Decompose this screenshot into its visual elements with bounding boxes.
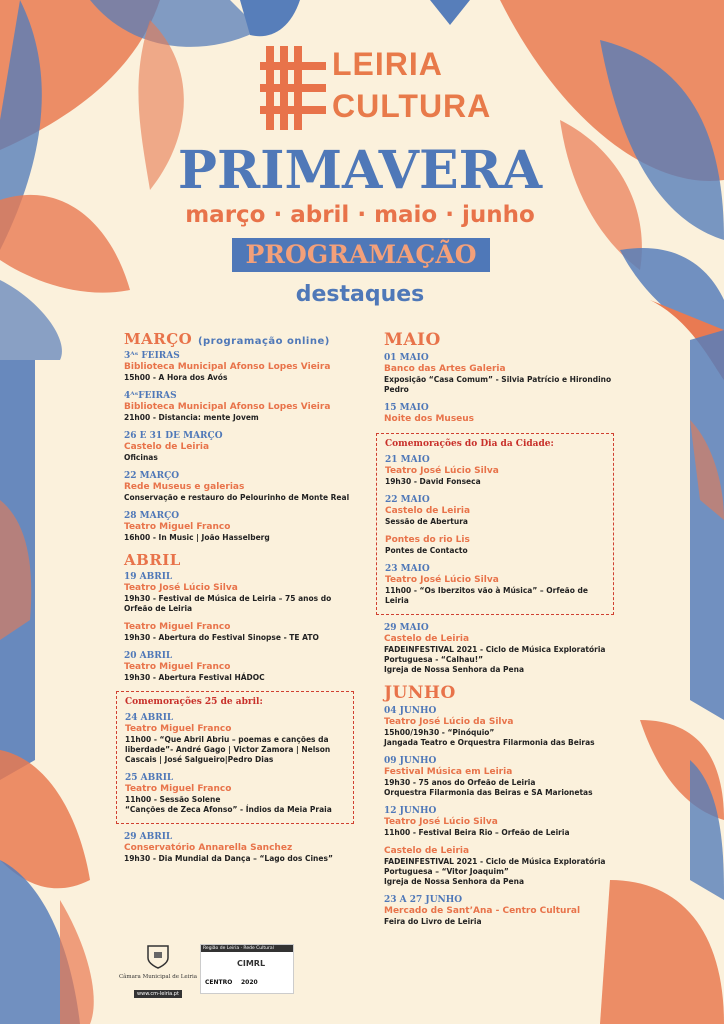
event-venue: Teatro Miguel Franco — [125, 724, 232, 734]
event-description: Feira do Livro de Leiria — [384, 917, 482, 926]
coat-of-arms-icon — [144, 944, 172, 970]
portugal-2020-logo: 2020 — [241, 979, 258, 986]
municipio-label: Câmara Municipal de Leiria — [118, 974, 198, 980]
event-date: 12 JUNHO — [384, 806, 437, 816]
event-description: 19h30 - Abertura do Festival Sinopse - TE ATO — [124, 633, 319, 642]
months-subtitle: março · abril · maio · junho — [185, 202, 535, 228]
footer-partners — [200, 944, 294, 994]
event-date: 23 A 27 JUNHO — [384, 895, 463, 905]
event-item — [385, 455, 605, 487]
event-date: 01 MAIO — [384, 353, 429, 363]
event-item — [384, 353, 614, 395]
event-date: 28 MARÇO — [124, 511, 180, 521]
event-item — [384, 756, 614, 798]
event-item — [124, 832, 354, 864]
event-venue: Rede Museus e galerias — [124, 482, 245, 492]
event-venue: Castelo de Leiria — [384, 846, 470, 856]
event-description: 19h30 - Dia Mundial da Dança – “Lago dos Cines” — [124, 854, 333, 863]
event-date: 15 MAIO — [384, 403, 429, 413]
event-venue: Teatro José Lúcio Silva — [384, 817, 498, 827]
event-date: 29 MAIO — [384, 623, 429, 633]
event-item — [124, 351, 354, 383]
month-heading-abril: ABRIL — [124, 551, 181, 569]
event-description: 15h00 - A Hora dos Avós — [124, 373, 228, 382]
event-item — [124, 431, 354, 463]
logo-text-leiria: LEIRIA — [332, 46, 443, 82]
event-venue: Noite dos Museus — [384, 414, 475, 424]
event-description: FADEINFESTIVAL 2021 - Ciclo de Música Exploratória Portuguesa – “Vitor Joaquim” Igreja de Nossa Senhora da Pena — [384, 857, 606, 886]
month-heading-junho: JUNHO — [384, 683, 456, 703]
abril-commemorations-box — [116, 691, 354, 824]
municipio-url[interactable]: www.cm-leiria.pt — [134, 990, 182, 998]
event-description: 19h30 - David Fonseca — [385, 477, 481, 486]
event-description: 21h00 - Distancia: mente Jovem — [124, 413, 259, 422]
event-venue: Teatro José Lúcio Silva — [385, 575, 499, 585]
event-date: 20 ABRIL — [124, 651, 173, 661]
event-description: 19h30 - Festival de Música de Leiria – 75 anos do Orfeão de Leiria — [124, 594, 332, 613]
maio-commemorations-box — [376, 433, 614, 615]
event-description: 19h30 - Abertura Festival HÁDOC — [124, 673, 265, 682]
event-description: FADEINFESTIVAL 2021 - Ciclo de Música Exploratória Portuguesa - “Calhau!” Igreja de Nossa Senhora da Pena — [384, 645, 606, 674]
event-item — [384, 403, 614, 425]
event-item — [125, 713, 345, 765]
event-venue: Castelo de Leiria — [124, 442, 210, 452]
event-venue: Castelo de Leiria — [384, 634, 470, 644]
event-item — [124, 391, 354, 423]
logo-text-cultura: CULTURA — [332, 88, 492, 124]
event-date: 19 ABRIL — [124, 572, 173, 582]
event-date: 22 MAIO — [385, 495, 430, 505]
destaques-heading: destaques — [295, 282, 425, 307]
event-date: 4ᴬˢFEIRAS — [124, 391, 177, 401]
footer-municipio — [118, 944, 198, 999]
event-item — [124, 651, 354, 683]
programacao-banner: PROGRAMAÇÃO — [232, 238, 490, 272]
event-item — [125, 773, 345, 815]
event-venue: Castelo de Leiria — [385, 506, 471, 516]
event-item — [384, 706, 614, 748]
event-description: 16h00 - In Music | João Hasselberg — [124, 533, 270, 542]
event-item — [124, 572, 354, 614]
event-venue: Teatro José Lúcio da Silva — [384, 717, 514, 727]
event-date: 22 MARÇO — [124, 471, 180, 481]
event-description: Exposição “Casa Comum” - Silvia Patrício e Hirondino Pedro — [384, 375, 612, 394]
event-venue: Conservatório Annarella Sanchez — [124, 843, 293, 853]
logo-mark-icon — [258, 44, 328, 132]
event-date: 24 ABRIL — [125, 713, 174, 723]
rede-cultural-label: Região de Leiria · Rede Cultural — [201, 945, 293, 952]
event-venue: Teatro José Lúcio Silva — [124, 583, 238, 593]
left-column — [124, 330, 354, 872]
event-item — [124, 622, 354, 643]
right-column — [384, 330, 614, 935]
event-venue: Teatro Miguel Franco — [124, 622, 231, 632]
event-description: 19h30 - 75 anos do Orfeão de Leiria Orquestra Filarmonia das Beiras e SA Marionetas — [384, 778, 593, 797]
event-date: 04 JUNHO — [384, 706, 437, 716]
event-venue: Banco das Artes Galeria — [384, 364, 506, 374]
event-description: Pontes de Contacto — [385, 546, 468, 555]
event-date: 21 MAIO — [385, 455, 430, 465]
maio-box-title: Comemorações do Dia da Cidade: — [385, 439, 554, 449]
event-description: Sessão de Abertura — [385, 517, 468, 526]
event-venue: Biblioteca Municipal Afonso Lopes Vieira — [124, 402, 331, 412]
event-item — [384, 846, 614, 887]
event-item — [384, 806, 614, 838]
event-venue: Teatro Miguel Franco — [124, 522, 231, 532]
event-description: 15h00/19h30 - “Pinóquio” Jangada Teatro e Orquestra Filarmonia das Beiras — [384, 728, 595, 747]
event-description: Oficinas — [124, 453, 158, 462]
event-date: 25 ABRIL — [125, 773, 174, 783]
marco-subheading: (programação online) — [197, 336, 330, 347]
month-heading-marco: MARÇO (programação online) — [124, 330, 330, 348]
event-venue: Teatro Miguel Franco — [124, 662, 231, 672]
event-item — [384, 623, 614, 675]
event-description: 11h00 - “Que Abril Abriu – poemas e canções da liberdade”- André Gago | Victor Zamora | Nelson Cascais | José Salgueiro|Pedro Dias — [125, 735, 331, 764]
event-venue: Mercado de Sant’Ana - Centro Cultural — [384, 906, 581, 916]
event-item — [385, 564, 605, 606]
event-item — [384, 895, 614, 927]
event-date: 09 JUNHO — [384, 756, 437, 766]
month-heading-maio: MAIO — [384, 330, 441, 350]
event-description: 11h00 - Sessão Solene “Canções de Zeca Afonso” - Índios da Meia Praia — [125, 795, 332, 814]
event-venue: Biblioteca Municipal Afonso Lopes Vieira — [124, 362, 331, 372]
event-venue: Teatro José Lúcio Silva — [385, 466, 499, 476]
event-item — [124, 511, 354, 543]
event-description: 11h00 - “Os Iberzitos vão à Música” – Orfeão de Leiria — [385, 586, 588, 605]
cimrl-logo: CIMRL — [237, 959, 266, 968]
event-date: 23 MAIO — [385, 564, 430, 574]
centro-logo: CENTRO — [205, 979, 233, 986]
event-item — [385, 535, 605, 556]
event-date: 29 ABRIL — [124, 832, 173, 842]
event-venue: Teatro Miguel Franco — [125, 784, 232, 794]
event-item — [385, 495, 605, 527]
event-date: 26 E 31 DE MARÇO — [124, 431, 223, 441]
event-date: 3ᴬˢ FEIRAS — [124, 351, 180, 361]
event-description: 11h00 - Festival Beira Rio – Orfeão de Leiria — [384, 828, 570, 837]
event-description: Conservação e restauro do Pelourinho de Monte Real — [124, 493, 350, 502]
abril-box-title: Comemorações 25 de abril: — [125, 697, 263, 707]
leiria-cultura-logo — [258, 44, 492, 134]
event-venue: Pontes do rio Lis — [385, 535, 470, 545]
page-title: PRIMAVERA — [177, 140, 543, 201]
event-item — [124, 471, 354, 503]
event-venue: Festival Música em Leiria — [384, 767, 513, 777]
